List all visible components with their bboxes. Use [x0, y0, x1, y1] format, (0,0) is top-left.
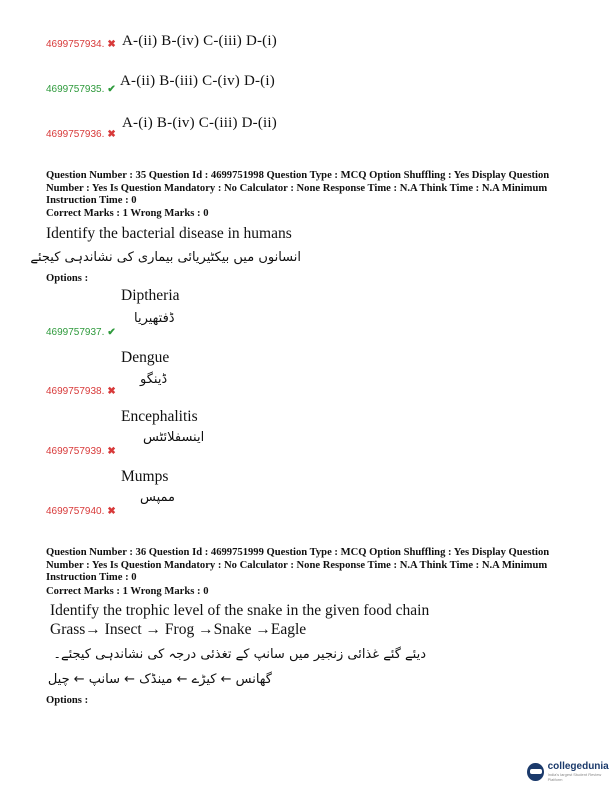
cross-icon: ✖: [107, 129, 116, 140]
question-marks: Correct Marks : 1 Wrong Marks : 0: [46, 586, 209, 597]
option-row: [46, 34, 116, 52]
food-chain-urdu: گھانس ← کیڑے ← مینڈک ← سانپ ← چیل: [47, 672, 272, 687]
option-text-urdu: ممپس: [140, 490, 175, 505]
option-text-urdu: ڈینگو: [140, 372, 168, 387]
question-text-urdu: انسانوں میں بیکٹیریائی بیماری کی نشاندہی کیجئے: [30, 250, 301, 265]
option-row: [46, 441, 116, 459]
cross-icon: ✖: [107, 39, 116, 50]
options-label: Options :: [46, 695, 89, 706]
graduation-cap-icon: [527, 763, 544, 781]
option-text: A-(ii) B-(iv) C-(iii) D-(i): [122, 33, 277, 49]
question-text: Identify the trophic level of the snake in the given food chain: [50, 602, 430, 619]
food-chain: Grass→ Insect → Frog →Snake →Eagle: [50, 621, 307, 638]
option-id: 4699757939.: [46, 446, 105, 457]
question-meta: Question Number : 35 Question Id : 4699751998 Question Type : MCQ Option Shuffling : Yes Display Question Number : Yes Is Question Mandatory : No Calculator : None Response Time : N.A Think Time : N.A Minimum Instruction Time : 0: [46, 170, 550, 206]
question-text: Identify the bacterial disease in humans: [46, 225, 292, 242]
option-id: 4699757938.: [46, 386, 105, 397]
collegedunia-logo: [527, 761, 612, 782]
options-label: Options :: [46, 273, 89, 284]
cross-icon: ✖: [107, 446, 116, 457]
option-text-urdu: اینسفلائٹس: [143, 430, 205, 445]
option-text: Diptheria: [121, 287, 180, 304]
question-marks: Correct Marks : 1 Wrong Marks : 0: [46, 208, 209, 219]
question-meta: Question Number : 36 Question Id : 4699751999 Question Type : MCQ Option Shuffling : Yes Display Question Number : Yes Is Question Mandatory : No Calculator : None Response Time : N.A Think Time : N.A Minimum Instruction Time : 0: [46, 547, 550, 583]
option-id: 4699757940.: [46, 506, 105, 517]
option-text: A-(ii) B-(iii) C-(iv) D-(i): [120, 73, 275, 89]
option-row: [46, 501, 116, 519]
cross-icon: ✖: [107, 506, 116, 517]
question-text-urdu: دیئے گئے غذائی زنجیر میں سانپ کے تغذئی درجہ کی نشاندہی کیجئے۔: [53, 647, 426, 662]
check-icon: ✔: [107, 327, 116, 338]
option-row: [46, 124, 116, 142]
logo-name: collegedunia: [547, 761, 609, 772]
option-row: [46, 381, 116, 399]
option-row: [46, 79, 116, 97]
option-text-urdu: ڈفتھیریا: [134, 311, 175, 326]
option-text: Mumps: [121, 468, 169, 485]
option-id: 4699757935.: [46, 84, 105, 95]
option-id: 4699757937.: [46, 327, 105, 338]
option-id: 4699757934.: [46, 39, 105, 50]
logo-tagline: India's largest Student Review Platform: [547, 772, 602, 782]
option-row: [46, 322, 116, 340]
option-text: A-(i) B-(iv) C-(iii) D-(ii): [122, 115, 277, 131]
cross-icon: ✖: [107, 386, 116, 397]
option-text: Encephalitis: [121, 408, 198, 425]
check-icon: ✔: [107, 84, 116, 95]
option-id: 4699757936.: [46, 129, 105, 140]
option-text: Dengue: [121, 349, 170, 366]
